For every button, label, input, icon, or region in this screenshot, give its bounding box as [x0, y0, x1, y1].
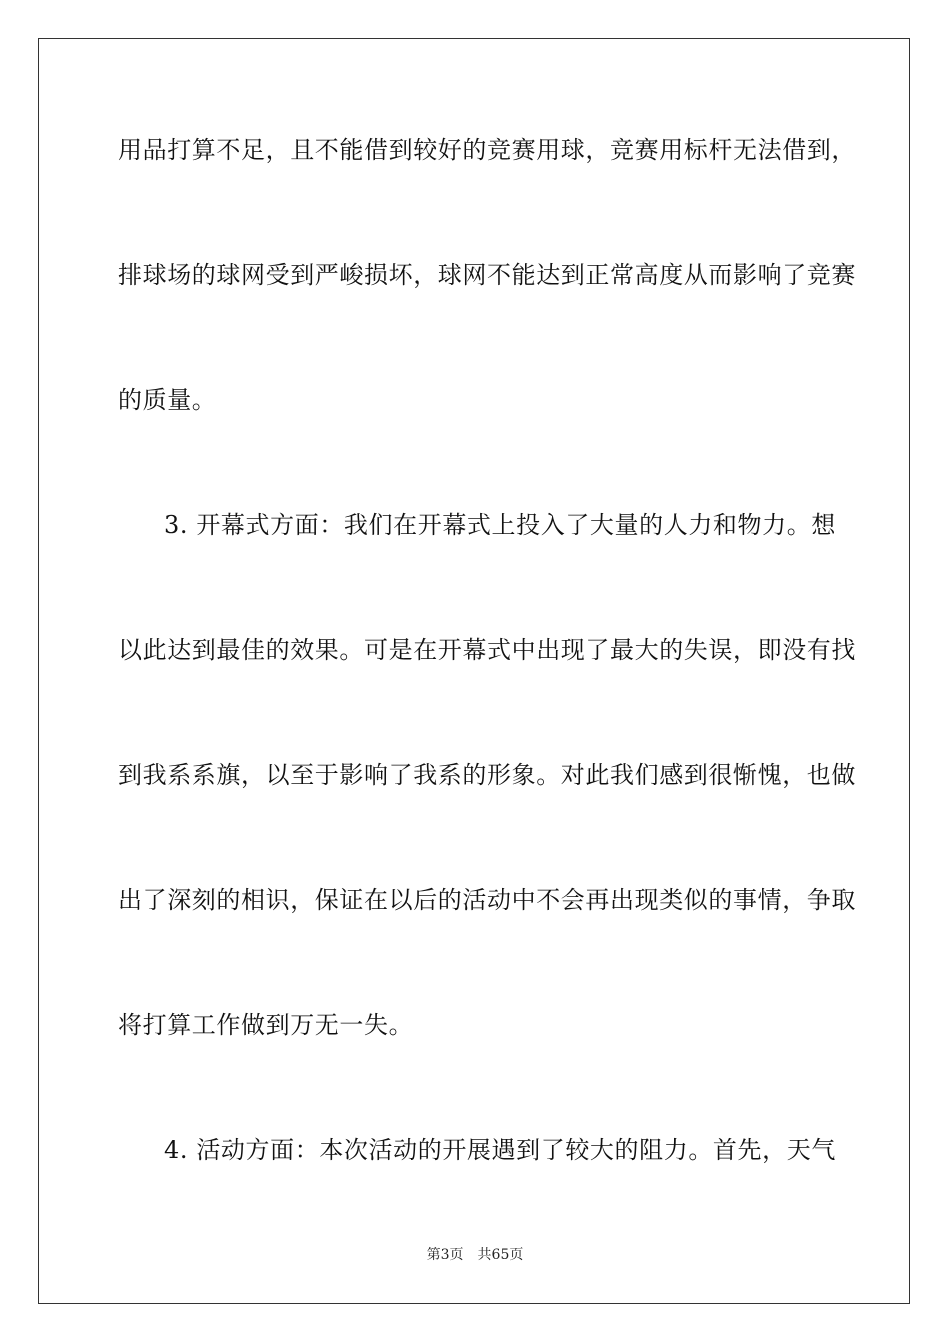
text-line-3: 的质量。: [118, 386, 217, 414]
page-total: 共65页: [477, 1247, 524, 1263]
page-border: [38, 38, 910, 1304]
page-number: 第3页: [426, 1247, 464, 1263]
text-line-2: 排球场的球网受到严峻损坏，球网不能达到正常高度从而影响了竞赛: [118, 261, 856, 289]
text-line-7: 出了深刻的相识，保证在以后的活动中不会再出现类似的事情，争取: [118, 886, 856, 914]
text-line-8: 将打算工作做到万无一失。: [118, 1011, 414, 1039]
text-line-6: 到我系系旗，以至于影响了我系的形象。对此我们感到很惭愧，也做: [118, 761, 856, 789]
text-line-4: 3. 开幕式方面：我们在开幕式上投入了大量的人力和物力。想: [164, 511, 836, 539]
text-line-5: 以此达到最佳的效果。可是在开幕式中出现了最大的失误，即没有找: [118, 636, 856, 664]
text-line-9: 4. 活动方面：本次活动的开展遇到了较大的阻力。首先，天气: [164, 1136, 836, 1164]
text-line-1: 用品打算不足，且不能借到较好的竞赛用球，竞赛用标杆无法借到，: [118, 136, 856, 164]
page-footer: [0, 1246, 950, 1264]
